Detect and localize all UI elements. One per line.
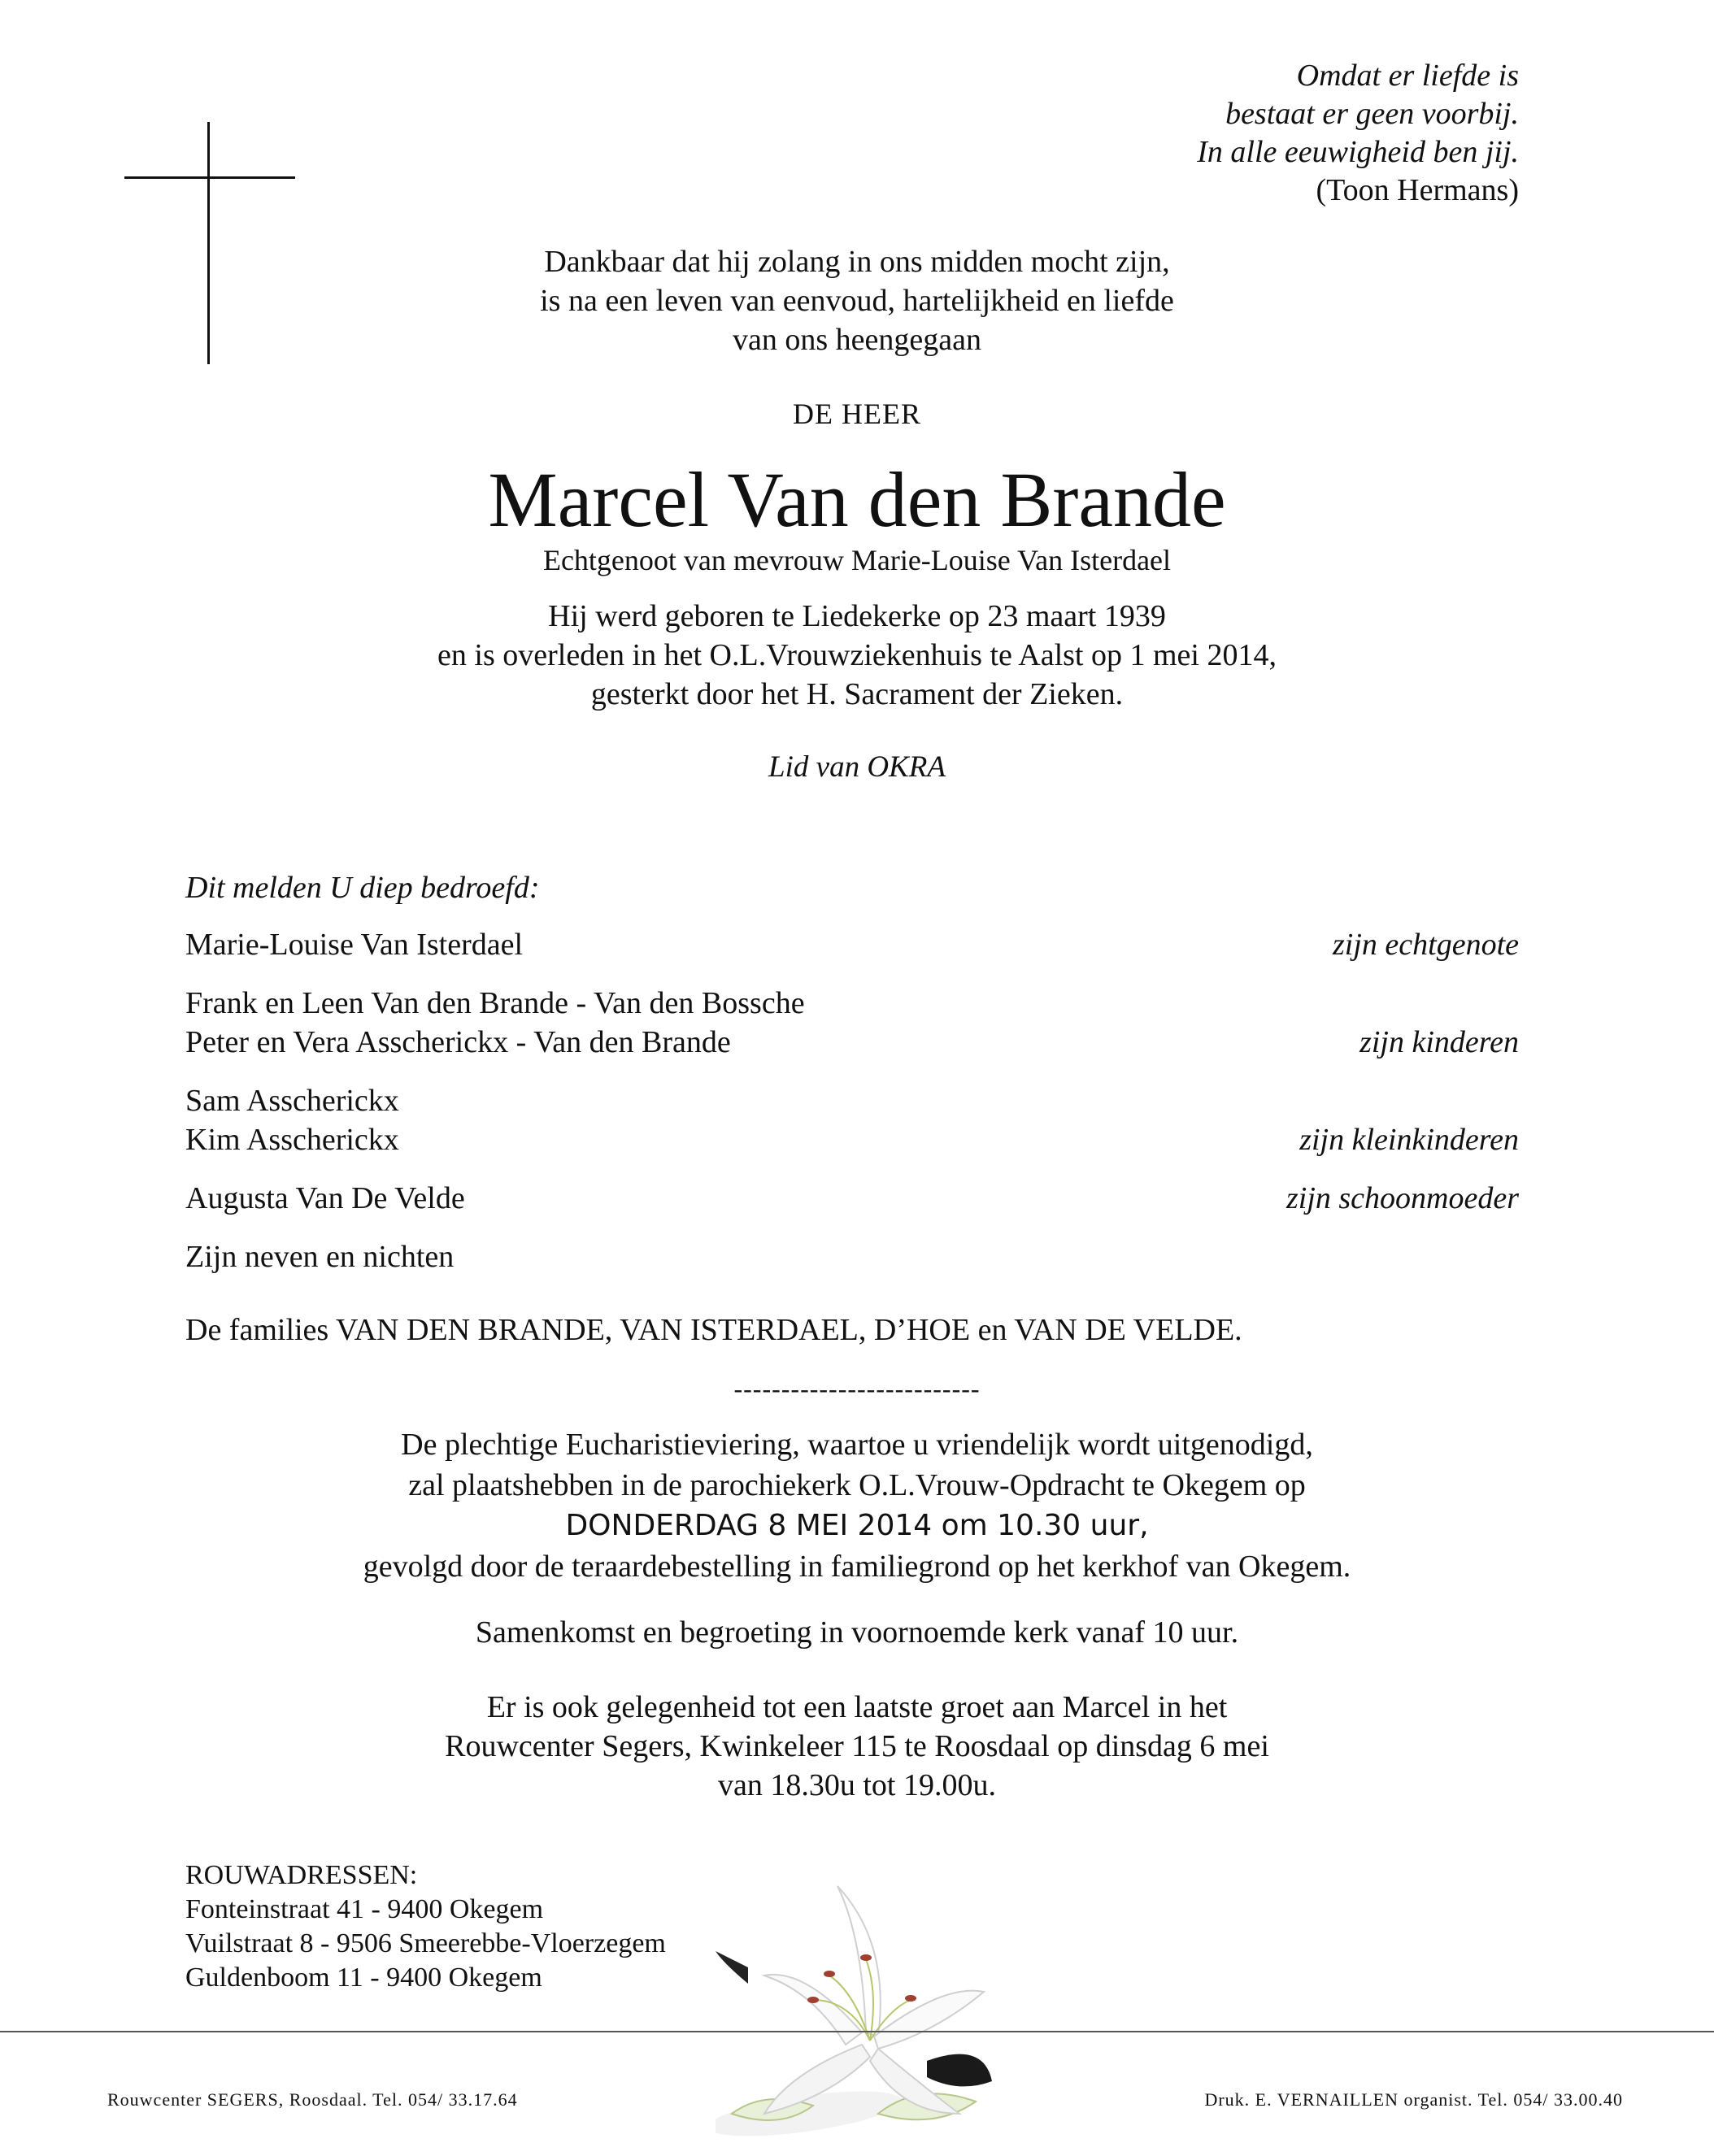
intro-line: is na een leven van eenvoud, hartelijkheid en liefde [540, 284, 1174, 318]
address-line: Vuilstraat 8 - 9506 Smeerebbe-Vloerzegem [185, 1928, 666, 1958]
relation-label: zijn kleinkinderen [1299, 1123, 1519, 1157]
membership: Lid van OKRA [768, 750, 946, 784]
relation-label: zijn echtgenote [1333, 928, 1519, 962]
relative-name: Marie-Louise Van Isterdael [185, 928, 524, 962]
separator: -------------------------- [733, 1374, 981, 1403]
footer-rule [0, 2031, 1714, 2032]
deceased-name: Marcel Van den Brande [488, 456, 1226, 543]
memorial-quote [1197, 57, 1519, 210]
intro-line: Dankbaar dat hij zolang in ons midden mocht zijn, [544, 245, 1170, 279]
family-heading: Dit melden U diep bedroefd: [185, 871, 540, 905]
honorific: DE HEER [793, 398, 921, 430]
visit-line: Rouwcenter Segers, Kwinkeleer 115 te Roosdaal op dinsdag 6 mei [445, 1729, 1269, 1763]
bio-line: Hij werd geboren te Liedekerke op 23 maart 1939 [548, 599, 1166, 633]
relation-label: zijn schoonmoeder [1286, 1181, 1519, 1215]
visit-line: Er is ook gelegenheid tot een laatste groet aan Marcel in het [486, 1690, 1228, 1724]
relative-row [185, 925, 1519, 964]
cross-horizontal-bar [124, 176, 295, 179]
quote-author: (Toon Hermans) [1316, 173, 1519, 207]
mass-date-line: DONDERDAG 8 MEI 2014 om 10.30 uur, [565, 1509, 1149, 1542]
relative-name: Sam Asscherickx [185, 1084, 399, 1118]
intro-line: van ons heengegaan [733, 323, 981, 357]
addresses-heading: ROUWADRESSEN: [185, 1860, 418, 1890]
address-line: Fonteinstraat 41 - 9400 Okegem [185, 1894, 544, 1924]
mass-line: zal plaatshebben in de parochiekerk O.L.Vrouw-Opdracht te Okegem op [408, 1468, 1306, 1502]
biography [0, 597, 1714, 714]
intro-text [0, 242, 1714, 359]
relative-name: Zijn neven en nichten [185, 1240, 455, 1274]
bio-line: en is overleden in het O.L.Vrouwziekenhuis te Aalst op 1 mei 2014, [437, 638, 1277, 672]
mass-announcement [0, 1424, 1714, 1587]
bio-line: gesterkt door het H. Sacrament der Zieken. [590, 677, 1124, 711]
visit-info [0, 1688, 1714, 1805]
address-line: Guldenboom 11 - 9400 Okegem [185, 1963, 542, 1993]
footer-funeral-home: Rouwcenter SEGERS, Roosdaal. Tel. 054/ 33.17.64 [107, 2089, 518, 2110]
lily-flower-icon [716, 1870, 1008, 2154]
relative-row [185, 1237, 1519, 1276]
relation-label: zijn kinderen [1359, 1025, 1519, 1059]
mourning-addresses [185, 1858, 666, 1995]
relative-row [185, 984, 1519, 1062]
relative-name: Frank en Leen Van den Brande - Van den Bossche [185, 986, 805, 1020]
mass-line: De plechtige Eucharistieviering, waartoe u vriendelijk wordt uitgenodigd, [401, 1428, 1313, 1462]
quote-line: bestaat er geen voorbij. [1225, 97, 1519, 131]
relative-row [185, 1081, 1519, 1159]
meeting-line: Samenkomst en begroeting in voornoemde kerk vanaf 10 uur. [475, 1615, 1239, 1650]
families-line: De families VAN DEN BRANDE, VAN ISTERDAEL, D’HOE en VAN DE VELDE. [185, 1313, 1242, 1347]
relative-name: Kim Asscherickx [185, 1123, 399, 1157]
spouse-line: Echtgenoot van mevrouw Marie-Louise Van Isterdael [542, 544, 1172, 576]
mass-line: gevolgd door de teraardebestelling in familiegrond op het kerkhof van Okegem. [363, 1550, 1351, 1584]
quote-line: Omdat er liefde is [1296, 59, 1519, 93]
relative-name: Augusta Van De Velde [185, 1181, 465, 1215]
visit-line: van 18.30u tot 19.00u. [718, 1768, 996, 1802]
relative-row [185, 1179, 1519, 1218]
footer-printer: Druk. E. VERNAILLEN organist. Tel. 054/ 33.00.40 [1204, 2089, 1623, 2110]
relative-name: Peter en Vera Asscherickx - Van den Brande [185, 1025, 731, 1059]
quote-line: In alle eeuwigheid ben jij. [1197, 135, 1519, 169]
